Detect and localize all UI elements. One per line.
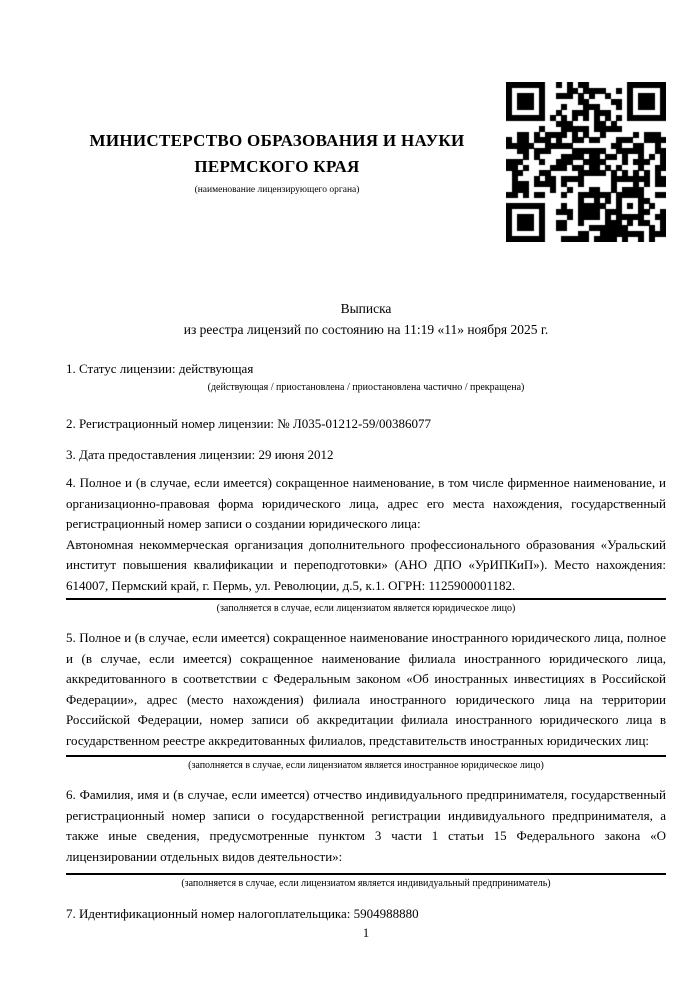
ministry-name-caption: (наименование лицензирующего органа)	[194, 185, 360, 195]
field-4-fill-rule	[66, 598, 666, 600]
extract-title-line2: из реестра лицензий по состоянию на 11:19 «11» ноября 2025 г.	[183, 322, 549, 337]
field-7-taxpayer-number: 7. Идентификационный номер налогоплательщика: 5904988880	[66, 906, 419, 921]
field-1-license-status: 1. Статус лицензии: действующая	[66, 361, 254, 376]
ministry-name-line1: МИНИСТЕРСТВО ОБРАЗОВАНИЯ И НАУКИ	[89, 131, 465, 150]
field-4-legal-entity-value: Автономная некоммерческая организация дополнительного профессионального образования «Уральский институт повышения квалификации и переподготовки» (АНО ДПО «УрИПКиП»). Место нахождения: 614007, Пермский край, г. Пермь, ул. Революции, д.5, к.1. ОГРН: 1125900001182.	[66, 536, 666, 593]
ministry-name-line2: ПЕРМСКОГО КРАЯ	[194, 157, 360, 176]
field-2-registration-number: 2. Регистрационный номер лицензии: № Л035-01212-59/00386077	[66, 416, 432, 431]
field-3-grant-date: 3. Дата предоставления лицензии: 29 июня 2012	[66, 447, 334, 462]
document-body	[66, 358, 666, 924]
extract-title	[66, 298, 666, 340]
qr-code-icon	[506, 82, 666, 242]
field-1-caption: (действующая / приостановлена / приостановлена частично / прекращена)	[207, 382, 525, 393]
field-4-legal-entity-label: 4. Полное и (в случае, если имеется) сокращенное наименование, в том числе фирменное наименование, и организационно-правовая форма юридического лица, адрес его места нахождения, государственный регистрационный номер записи о создании юридического лица:	[66, 475, 666, 531]
field-4-caption: (заполняется в случае, если лицензиатом является юридическое лицо)	[216, 603, 516, 614]
page-number: 1	[362, 926, 370, 940]
licensing-authority-block	[66, 128, 488, 197]
field-6-caption: (заполняется в случае, если лицензиатом является индивидуальный предприниматель)	[181, 878, 551, 889]
field-6-fill-rule	[66, 873, 666, 875]
extract-title-line1: Выписка	[340, 301, 392, 316]
field-5-caption: (заполняется в случае, если лицензиатом является иностранное юридическое лицо)	[188, 760, 544, 771]
field-5-foreign-entity-label: 5. Полное и (в случае, если имеется) сокращенное наименование иностранного юридического лица, полное и (в случае, если имеется) сокращенное наименование филиала иностранного юридического лица, аккредитованного в соответствии с Федеральным законом «Об иностранных инвестициях в Российской Федерации», адрес (место нахождения) филиала иностранного юридического лица на территории Российской Федерации, номер записи об аккредитации филиала иностранного юридического лица в государственном реестре аккредитованных филиалов, представительств иностранных юридических лиц:	[66, 630, 666, 748]
field-6-individual-entrepreneur-label: 6. Фамилия, имя и (в случае, если имеется) отчество индивидуального предпринимателя, государственный регистрационный номер записи о государственной регистрации индивидуального предпринимателя, а также иные сведения, предусмотренные пунктом 3 части 1 статьи 15 Федерального закона «О лицензировании отдельных видов деятельности»:	[66, 787, 666, 864]
field-5-fill-rule	[66, 755, 666, 757]
